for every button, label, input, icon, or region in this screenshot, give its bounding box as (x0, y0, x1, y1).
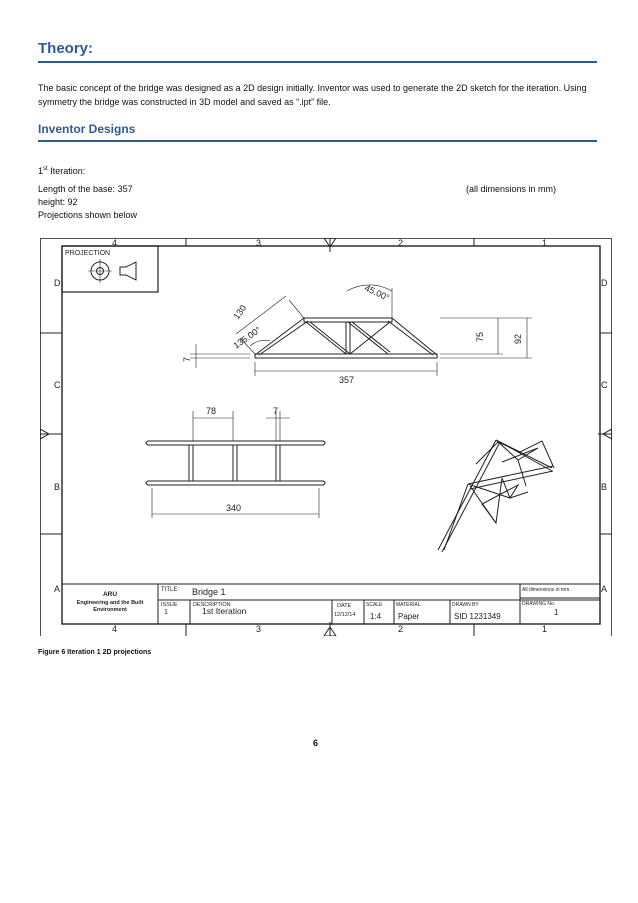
zone-number-bottom-4: 4 (112, 624, 118, 634)
zone-number-top-1: 1 (542, 238, 548, 248)
plan-crossbar-1 (189, 445, 193, 481)
drawing-no-label: DRAWING No. (522, 601, 556, 607)
zone-letter-left-c: C (54, 380, 61, 390)
inner-frame (62, 246, 600, 624)
dim-78: 78 (206, 406, 217, 416)
dim-357: 357 (339, 375, 355, 385)
zone-letter-left-b: B (54, 482, 61, 492)
zone-number-bottom-1: 1 (542, 624, 548, 634)
elevation-dimensions (190, 282, 532, 376)
truss-web-1 (306, 322, 350, 354)
truss-right-diagonal (388, 318, 437, 355)
centering-marks (40, 238, 612, 636)
zone-number-bottom-3: 3 (256, 624, 262, 634)
projection-symbol (62, 246, 158, 292)
base-length: Length of the base: 357 (38, 184, 133, 194)
plan-rail-bottom (146, 481, 325, 485)
projections-note: Projections shown below (38, 210, 138, 220)
zone-letter-right-d: D (601, 278, 608, 288)
figure-caption: Figure 6 Iteration 1 2D projections (38, 649, 152, 656)
scale-label: SCALE (366, 602, 383, 608)
plan-dimensions (152, 411, 319, 518)
dim-340: 340 (226, 503, 242, 513)
zone-number-bottom-2: 2 (398, 624, 404, 634)
drawing-no-value: 1 (554, 608, 559, 617)
description-label: DESCRIPTION (193, 602, 231, 608)
material-label: MATERIAL (396, 602, 421, 608)
page-number: 6 (313, 738, 319, 748)
dim-7-left: 7 (182, 356, 192, 362)
iteration-label (38, 163, 85, 178)
truss-web-4 (350, 322, 390, 354)
theory-rule (38, 61, 597, 63)
issue-label: ISSUE (161, 602, 178, 608)
units-note: (all dimensions in mm) (466, 184, 557, 194)
plan-crossbar-2 (233, 445, 237, 481)
theory-paragraph: The basic concept of the bridge was designed as a 2D design initially. Inventor was used to generate the 2D sketch for the iteration. Using symmetry the bridge was constructed in 3D model and saved as “.ipt” file. (38, 83, 587, 107)
zone-letter-right-a: A (601, 584, 608, 594)
org-line-3: Environment (93, 607, 127, 613)
dim-45-degrees: 45.00° (363, 282, 392, 303)
height-value: height: 92 (38, 197, 78, 207)
truss-left-diagonal (255, 318, 308, 355)
iteration-text: Iteration: (50, 166, 86, 176)
theory-heading: Theory: (38, 40, 94, 57)
title-block (62, 584, 600, 624)
date-label: DATE (337, 603, 352, 609)
zone-letter-left-d: D (54, 278, 61, 288)
drawn-by-label: DRAWN BY (452, 602, 479, 608)
truss-web-2 (346, 322, 350, 354)
truss-top-chord (304, 318, 392, 322)
date-value: 12/12/14 (334, 612, 356, 618)
issue-value: 1 (164, 609, 168, 616)
dim-130: 130 (231, 303, 249, 322)
plan-crossbar-3 (276, 445, 280, 481)
zone-number-top-3: 3 (256, 238, 262, 248)
units-label: All dimensions in mm. (522, 587, 571, 593)
outer-frame (41, 239, 612, 637)
iso-upper-chord (476, 441, 554, 468)
zone-letter-right-b: B (601, 482, 608, 492)
zone-letter-right-c: C (601, 380, 608, 390)
zone-number-top-2: 2 (398, 238, 404, 248)
iteration-number: 1 (38, 166, 44, 176)
inventor-heading: Inventor Designs (38, 122, 136, 136)
title-label: TITLE: (161, 587, 180, 593)
scale-value: 1:4 (370, 612, 382, 621)
zone-letter-left-a: A (54, 584, 61, 594)
zone-number-top-4: 4 (112, 238, 118, 248)
dim-135-degrees: 135.00° (231, 324, 263, 351)
plan-view (146, 441, 325, 485)
dim-75: 75 (475, 331, 485, 342)
projection-label: PROJECTION (65, 250, 111, 257)
technical-drawing (40, 238, 612, 636)
title-value: Bridge 1 (192, 587, 226, 597)
inventor-rule (38, 140, 597, 142)
zone-ticks (40, 238, 612, 636)
dim-7-top: 7 (273, 406, 279, 416)
org-line-2: Engineering and the Built (76, 600, 144, 606)
description-value: 1st Iteration (202, 606, 247, 616)
elevation-view (255, 318, 437, 358)
isometric-view (438, 440, 554, 552)
truss-base (255, 354, 437, 358)
drawn-by-value: SID 1231349 (454, 612, 501, 621)
iso-lower-left-member (438, 440, 500, 552)
iteration-suffix: st (43, 166, 48, 172)
dim-92: 92 (513, 333, 523, 344)
material-value: Paper (398, 612, 420, 621)
plan-rail-top (146, 441, 325, 445)
org-line-1: ARU (102, 591, 118, 598)
